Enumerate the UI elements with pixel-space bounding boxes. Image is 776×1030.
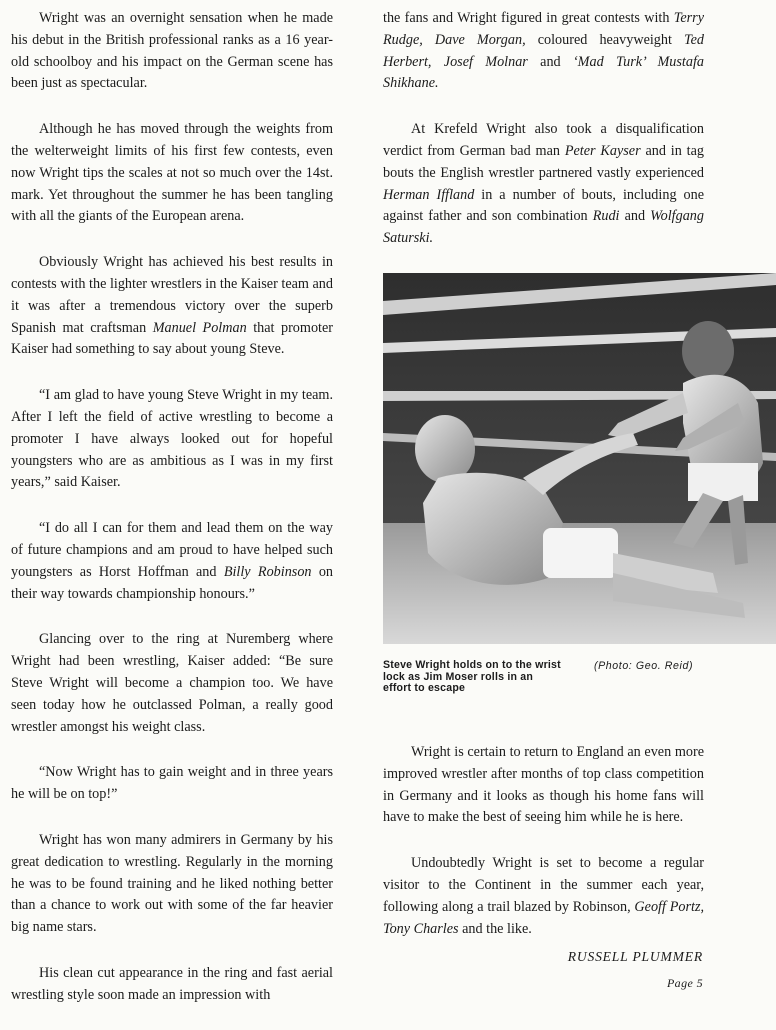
paragraph bbox=[11, 8, 333, 95]
right-column-bottom bbox=[383, 742, 704, 964]
text-run: Glancing over to the ring at Nuremberg where Wright had been wrestling, Kaiser added: “Be sure Steve Wright will become a champion too. We have seen today how he outclassed Polman, a really good wrestler amongst his weight class. bbox=[11, 631, 333, 735]
paragraph bbox=[11, 830, 333, 939]
text-run: Wright is certain to return to England an even more improved wrestler after months of top class competition in Germany and it looks as though his home fans will have to make the best of seeing him while he is here. bbox=[383, 744, 704, 826]
byline: RUSSELL PLUMMER bbox=[567, 949, 703, 964]
paragraph bbox=[11, 629, 333, 738]
text-run: “I do all I can for them and lead them on the way of future champions and am proud to have helped such youngsters as Horst Hoffman and bbox=[11, 520, 333, 580]
paragraph bbox=[11, 385, 333, 494]
paragraph bbox=[11, 762, 333, 806]
text-run: “Now Wright has to gain weight and in three years he will be on top!” bbox=[11, 764, 333, 803]
text-run: Wright was an overnight sensation when he made his debut in the British professional ranks as a 16 year-old schoolboy and his impact on the German scene has been just as spectacular. bbox=[11, 10, 333, 92]
italic-name: Ted Herbert, Josef Molnar bbox=[383, 31, 705, 70]
text-run: in a number of bouts, including one against father and son combination bbox=[383, 186, 704, 225]
italic-name: Wolfgang Saturski. bbox=[383, 208, 704, 247]
italic-name: Herman Iffland bbox=[383, 186, 475, 203]
text-run: and in tag bouts the English wrestler partnered vastly experienced bbox=[383, 142, 705, 181]
left-column bbox=[11, 8, 333, 1030]
italic-name: Peter Kayser bbox=[564, 142, 641, 159]
italic-name: Geoff Portz, Tony Charles bbox=[383, 898, 705, 937]
right-column-top bbox=[383, 8, 704, 274]
wrestling-photo bbox=[383, 273, 776, 644]
paragraph bbox=[383, 742, 704, 829]
italic-name: Manuel Polman bbox=[152, 319, 247, 336]
photo-credit: (Photo: Geo. Reid) bbox=[594, 660, 694, 672]
italic-name: ‘Mad Turk’ Mustafa Shikhane. bbox=[383, 53, 704, 92]
text-run: and bbox=[619, 208, 651, 225]
text-run: the fans and Wright figured in great contests with bbox=[383, 10, 674, 26]
page-number: Page 5 bbox=[666, 976, 703, 990]
paragraph bbox=[11, 252, 333, 361]
paragraph bbox=[383, 119, 704, 250]
text-run: Obviously Wright has achieved his best results in contests with the lighter wrestlers in the Kaiser team and it was after a tremendous victory over the superb Spanish mat craftsman bbox=[11, 254, 333, 336]
text-run: Wright has won many admirers in Germany by his great dedication to wrestling. Regularly in the morning he was to be found training and he liked nothing better than a chance to work out with some of the far heavier big name stars. bbox=[11, 831, 333, 936]
paragraph bbox=[383, 853, 704, 940]
paragraph bbox=[11, 119, 333, 228]
italic-name: Billy Robinson bbox=[223, 563, 312, 580]
text-run: Although he has moved through the weights from the welterweight limits of his first few contests, even now Wright tips the scales at not so much over the 14st. mark. Yet throughout the summer he has been tangling with all the giants of the European arena. bbox=[11, 121, 333, 225]
text-run: Undoubtedly Wright is set to become a regular visitor to the Continent in the summer each year, following along a trail blazed by Robinson, bbox=[383, 855, 704, 915]
italic-name: Terry Rudge, Dave Morgan, bbox=[383, 10, 704, 48]
text-run: and bbox=[527, 53, 573, 70]
text-run: “I am glad to have young Steve Wright in my team. After I left the field of active wrestling to become a promoter I have always looked out for hopeful youngsters who are as ambitious as I was in my first years,” said Kaiser. bbox=[11, 387, 333, 491]
text-run: At Krefeld Wright also took a disqualification verdict from German bad man bbox=[383, 121, 704, 159]
paragraph bbox=[11, 518, 333, 605]
text-run: His clean cut appearance in the ring and fast aerial wrestling style soon made an impression with bbox=[11, 964, 333, 1003]
text-run: that promoter Kaiser had something to say about young Steve. bbox=[11, 319, 333, 358]
text-run: on their way towards championship honours.” bbox=[11, 563, 334, 602]
text-run: coloured heavyweight bbox=[525, 31, 685, 48]
photo-caption: Steve Wright holds on to the wrist lock as Jim Moser rolls in an effort to escape bbox=[383, 659, 561, 695]
italic-name: Rudi bbox=[592, 208, 620, 225]
text-run: and the like. bbox=[458, 920, 532, 937]
paragraph bbox=[383, 8, 704, 95]
